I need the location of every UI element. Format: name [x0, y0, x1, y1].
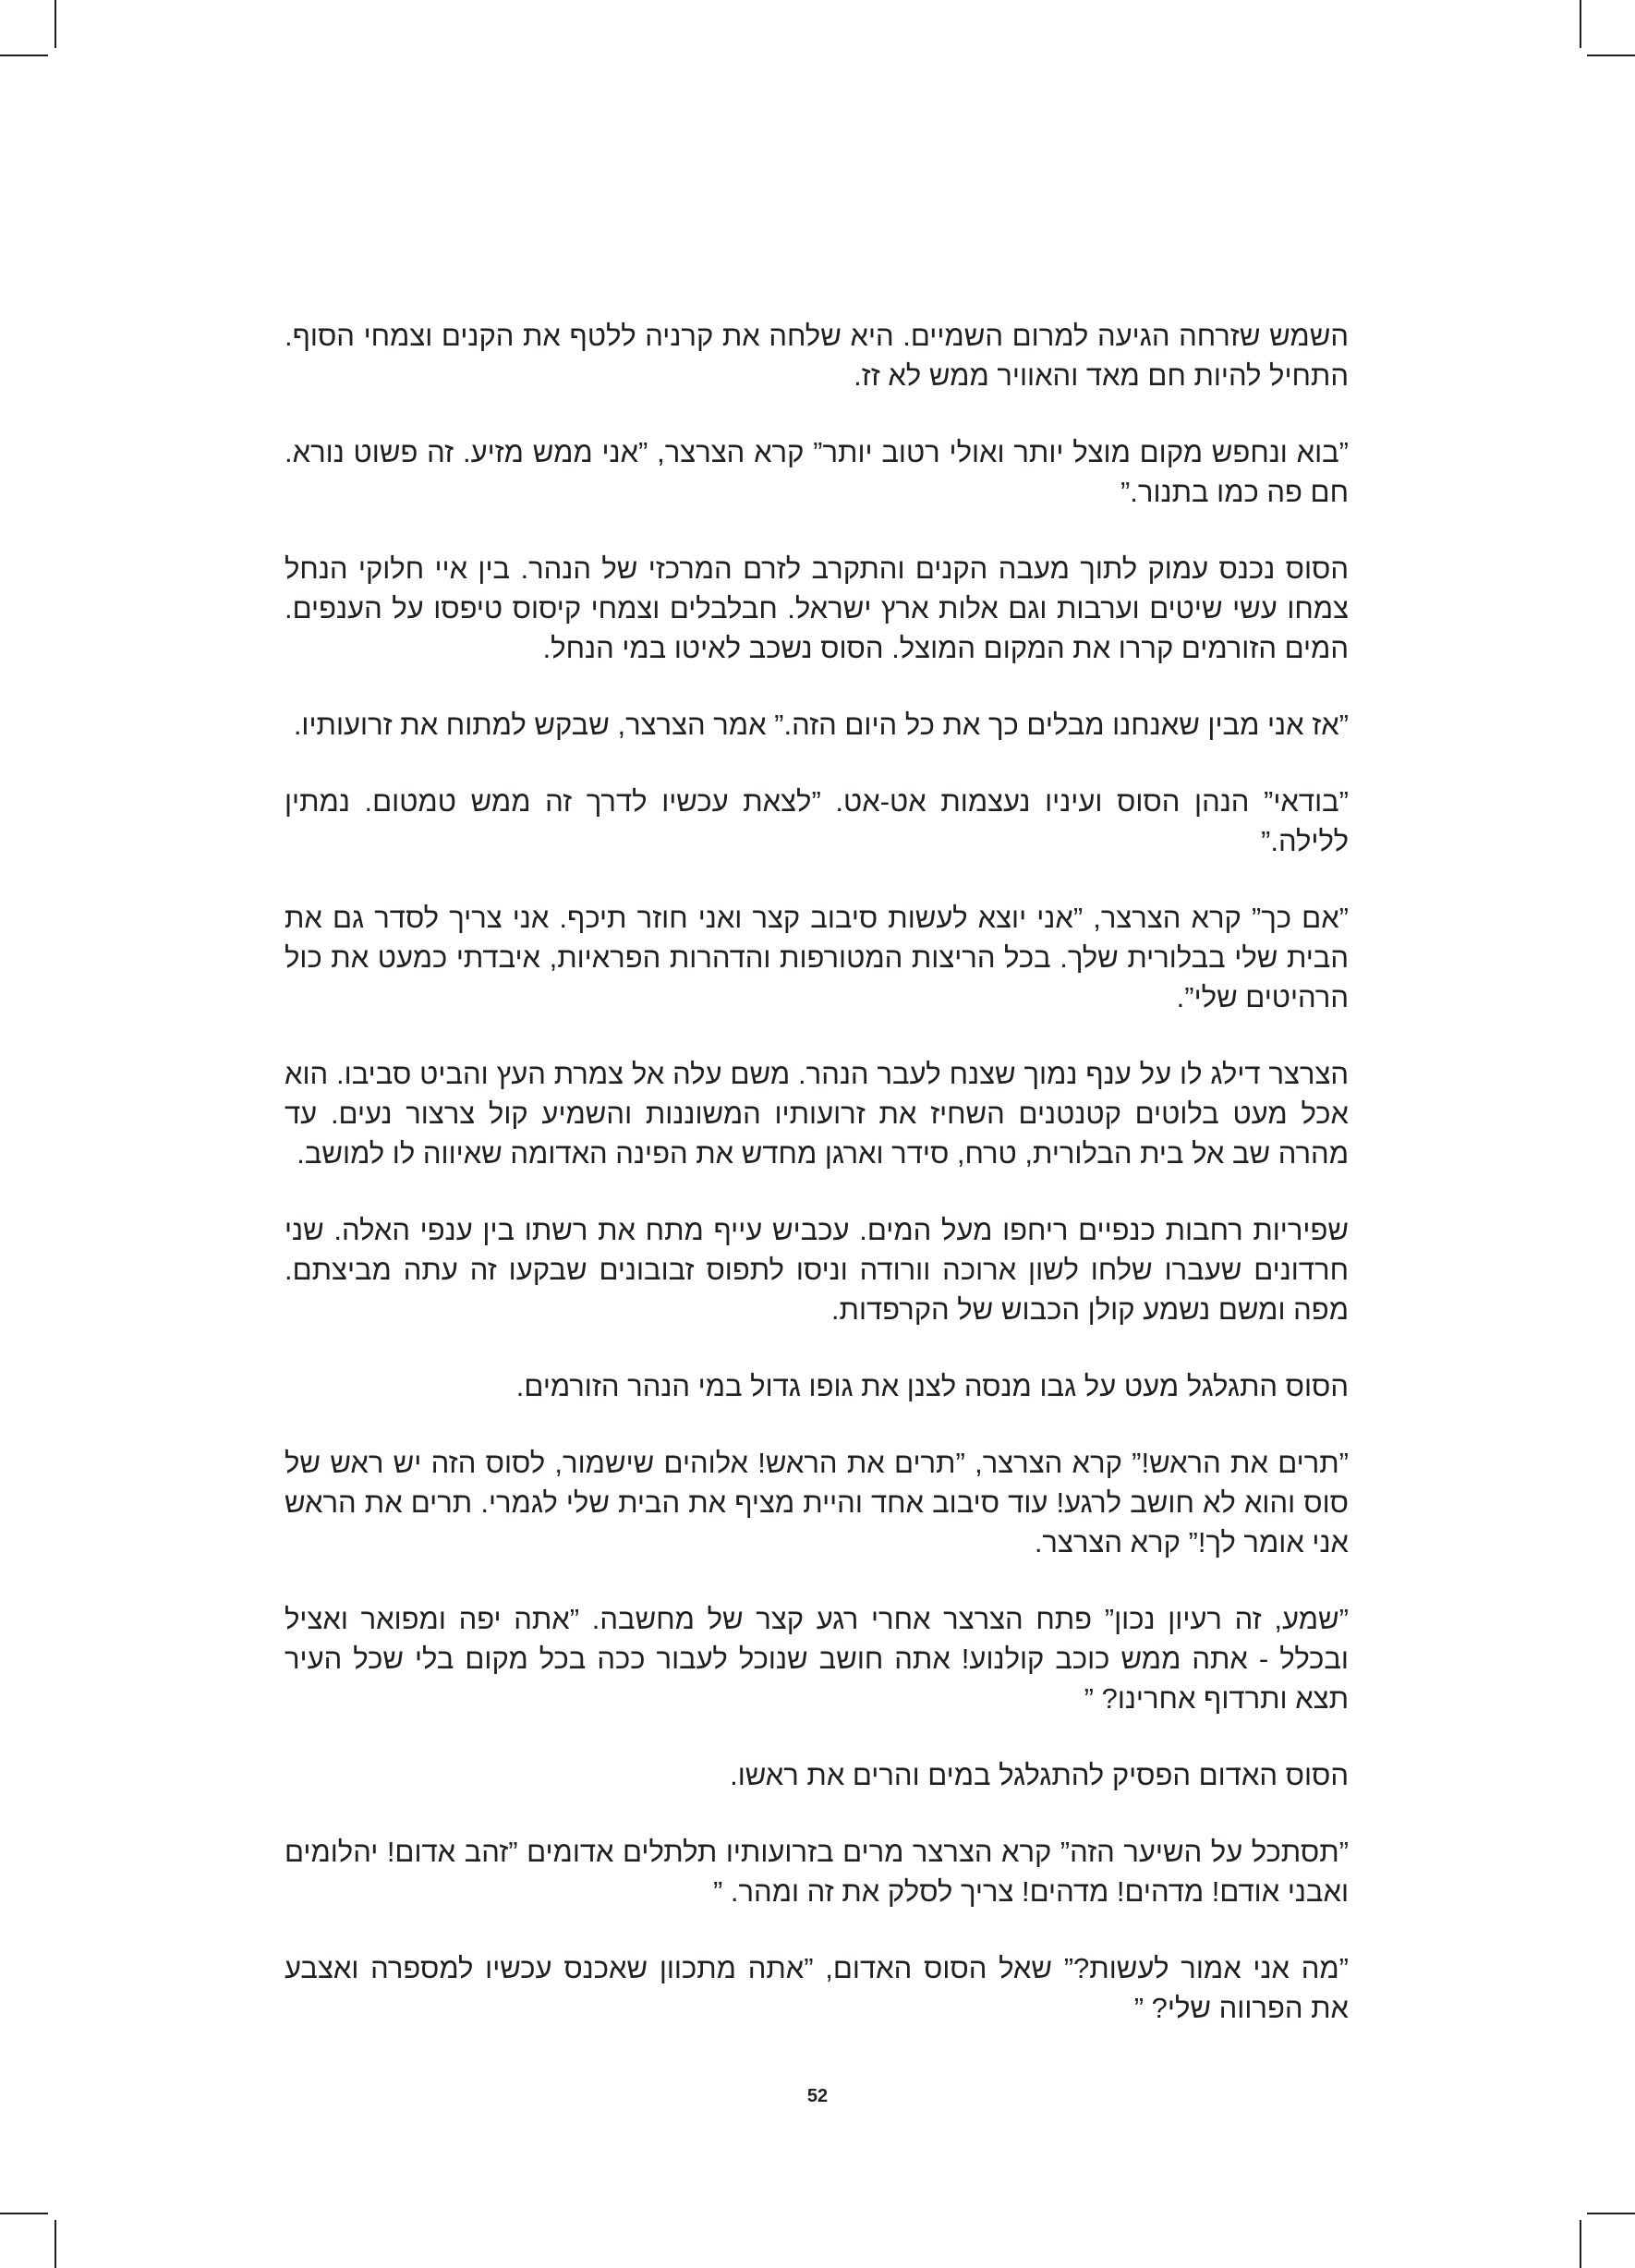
paragraph: שפיריות רחבות כנפיים ריחפו מעל המים. עכביש עייף מתח את רשתו בין ענפי האלה. שני חרדונים שעברו שלחו לשון ארוכה וורודה וניסו לתפוס זבובונים שבקעו זה עתה מביצתם. מפה ומשם נשמע קולן הכבוש של הקרפדות.	[285, 1214, 1349, 1326]
crop-mark-top-right-vertical	[1580, 0, 1581, 48]
paragraph: השמש שזרחה הגיעה למרום השמיים. היא שלחה את קרניה ללטף את הקנים וצמחי הסוף. התחיל להיות חם מאד והאוויר ממש לא זז.	[285, 320, 1349, 392]
paragraph: ”בודאי” הנהן הסוס ועיניו נעצמות אט-אט. ”לצאת עכשיו לדרך זה ממש טמטום. נמתין ללילה.”	[285, 785, 1349, 857]
paragraph: ”מה אני אמור לעשות?” שאל הסוס האדום, ”אתה מתכוון שאכנס עכשיו למספרה ואצבע את הפרווה שלי? ”	[285, 1952, 1349, 2024]
paragraph: ”תרים את הראש!” קרא הצרצר, ”תרים את הראש! אלוהים שישמור, לסוס הזה יש ראש של סוס והוא לא חושב לרגע! עוד סיבוב אחד והיית מציף את הבית שלי לגמרי. תרים את הראש אני אומר לך!” קרא הצרצר.	[285, 1447, 1349, 1558]
paragraph: הסוס האדום הפסיק להתגלגל במים והרים את ראשו.	[730, 1759, 1349, 1791]
crop-mark-bottom-right-horizontal	[1587, 2213, 1635, 2214]
paragraph: ”שמע, זה רעיון נכון” פתח הצרצר אחרי רגע קצר של מחשבה. ”אתה יפה ומפואר ואציל ובכלל - אתה ממש כוכב קולנוע! אתה חושב שנוכל לעבור ככה בכל מקום בלי שכל העיר תצא ותרדוף אחרינו? ”	[285, 1603, 1349, 1715]
crop-mark-top-right-horizontal	[1587, 55, 1635, 56]
paragraph: הצרצר דילג לו על ענף נמוך שצנח לעבר הנהר. משם עלה אל צמרת העץ והביט סביבו. הוא אכל מעט בלוטים קטנטנים השחיז את זרועותיו המשוננות והשמיע קול צרצור נעים. עד מהרה שב אל בית הבלורית, טרח, סידר וארגן מחדש את הפינה האדומה שאיווה לו למושב.	[285, 1058, 1349, 1170]
paragraph: הסוס נכנס עמוק לתוך מעבה הקנים והתקרב לזרם המרכזי של הנהר. בין איי חלוקי הנחל צמחו עשי שיטים וערבות וגם אלות ארץ ישראל. חבלבלים וצמחי קיסוס טיפסו על הענפים. המים הזורמים קררו את המקום המוצל. הסוס נשכב לאיטו במי הנחל.	[285, 552, 1349, 664]
paragraph: ”בוא ונחפש מקום מוצל יותר ואולי רטוב יותר” קרא הצרצר, ”אני ממש מזיע. זה פשוט נורא. חם פה כמו בתנור.”	[285, 436, 1349, 508]
crop-mark-top-left-horizontal	[0, 55, 48, 56]
paragraph: הסוס התגלגל מעט על גבו מנסה לצנן את גופו גדול במי הנהר הזורמים.	[515, 1370, 1349, 1402]
page-number: 52	[806, 2086, 829, 2106]
crop-mark-bottom-left-horizontal	[0, 2213, 48, 2214]
paragraph: ”תסתכל על השיער הזה” קרא הצרצר מרים בזרועותיו תלתלים אדומים ”זהב אדום! יהלומים ואבני אודם! מדהים! מדהים! צריך לסלק את זה ומהר. ”	[285, 1836, 1349, 1908]
crop-mark-top-left-vertical	[54, 0, 56, 48]
story-text	[285, 316, 1349, 2028]
paragraph: ”אז אני מבין שאנחנו מבלים כך את כל היום הזה.” אמר הצרצר, שבקש למתוח את זרועותיו.	[293, 709, 1349, 741]
crop-mark-bottom-left-vertical	[54, 2220, 56, 2268]
crop-mark-bottom-right-vertical	[1580, 2220, 1581, 2268]
paragraph: ”אם כך” קרא הצרצר, ”אני יוצא לעשות סיבוב קצר ואני חוזר תיכף. אני צריך לסדר גם את הבית שלי בבלורית שלך. בכל הריצות המטורפות והדהרות הפראיות, איבדתי כמעט את כול הרהיטים שלי”.	[285, 902, 1349, 1013]
